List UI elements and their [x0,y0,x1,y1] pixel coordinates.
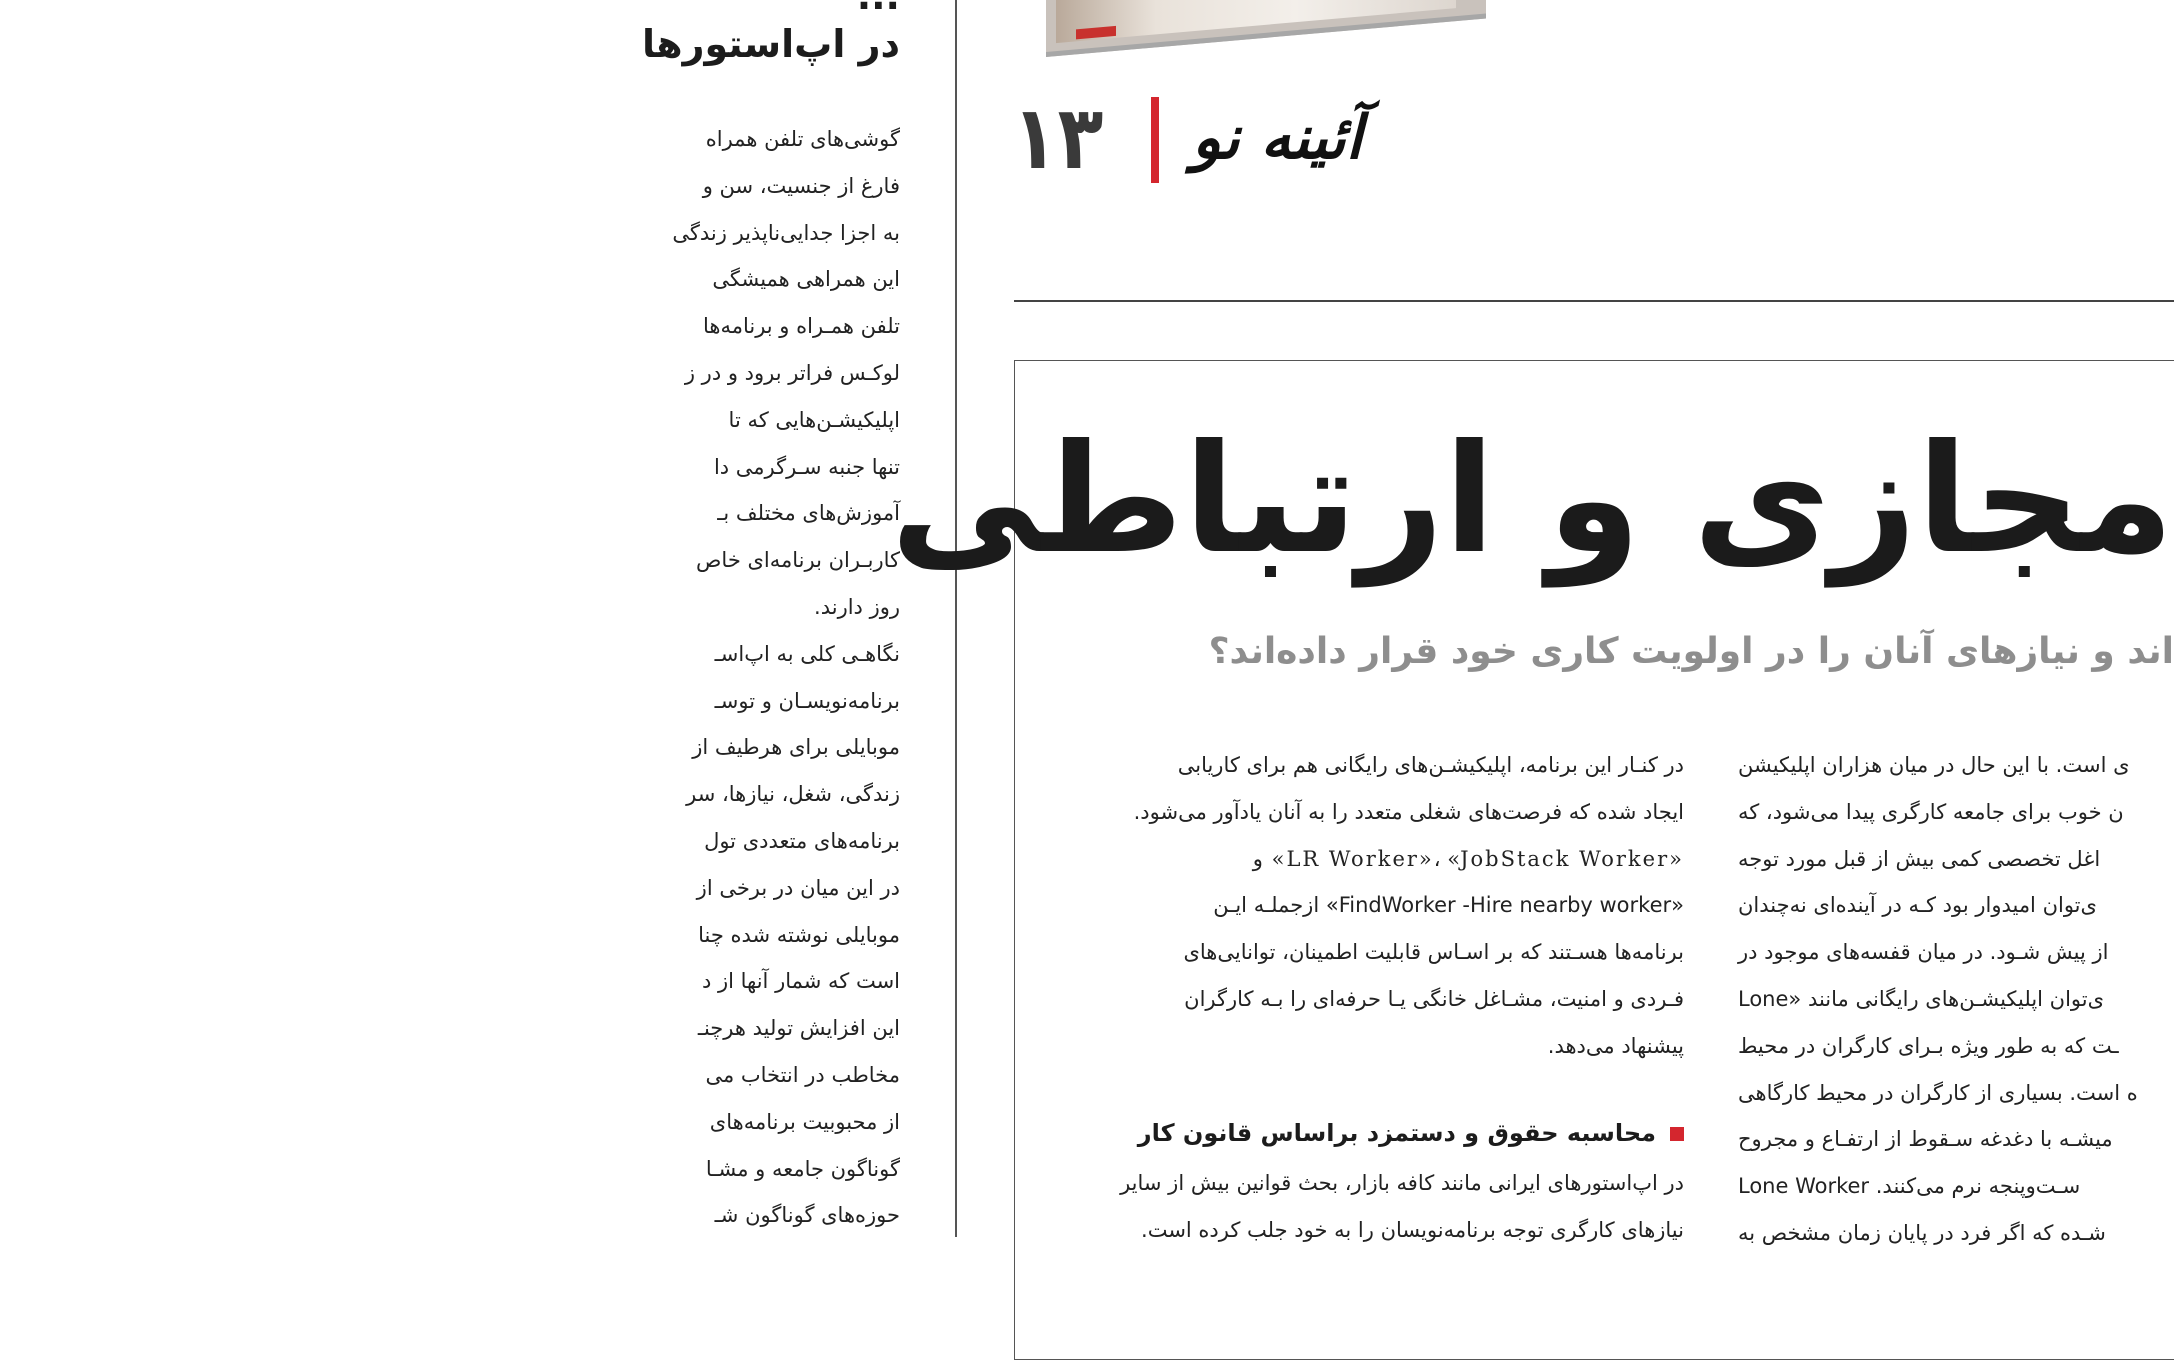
text-line: گوشی‌های تلفن همراه [705,127,900,151]
red-square-bullet-icon [1670,1127,1684,1141]
middle-column-continued [1072,1160,1684,1254]
section-heading-text: محاسبه حقوق و دستمزد براساس قانون کار [1137,1119,1656,1147]
section-heading [1072,1108,1684,1158]
text-line: موبایلی نوشته شده چنا [698,922,900,947]
text-line: از محبوبیت برنامه‌های [709,1109,900,1134]
text-line: فـردی و امنیت، مشـاغل خانگی یـا حرفه‌ای را بـه کارگران [1184,986,1684,1011]
text-line: میشـه با دغدغه سـقوط از ارتفـاع و مجروح [1738,1127,2113,1152]
text-line: ـت که به طور ویژه بـرای کارگران در محیط [1738,1033,2119,1058]
text-line: برنامه‌های متعددی تول [704,828,900,853]
text-line: روز دارند. [814,594,900,619]
right-column [1738,742,2174,1245]
text-line: این افزایش تولید هرچنـ [697,1016,900,1041]
header-rule [1014,300,2174,302]
text-line: است که شمار آنها از د [701,969,900,994]
text-line: «LR Worker»، «JobStack Worker» و [1252,846,1684,871]
middle-column [1072,742,1684,1070]
text-line: نگاهـی کلی به اپ‌اسـ [714,641,900,666]
text-line: حوزه‌های گوناگون شـ [714,1203,900,1228]
text-line: اغل تخصصی کمی بیش از قبل مورد توجه [1738,846,2101,871]
text-line: در این میان در برخی از [696,875,900,900]
text-line: آموزش‌های مختلف بـ [717,501,900,526]
text-line: نیازهای کارگری توجه برنامه‌نویسان را به خود جلب کرده است. [1141,1217,1684,1242]
text-line: برنامه‌ها هسـتند که بر اسـاس قابلیت اطمینان، توانایی‌های [1183,940,1684,965]
left-title-line: در اپ‌استورها [641,22,900,66]
photo-content [1056,0,1456,43]
newspaper-logo: آئینه نو [1192,103,1363,173]
text-line: مخاطب در انتخاب می [705,1062,900,1087]
left-title-line [857,0,900,20]
text-line: تنها جنبه سـرگرمی دا [713,454,900,479]
text-line: ایجاد شده که فرصت‌های شغلی متعدد را به آنان یادآور می‌شود. [1133,799,1684,824]
text-line: ن خوب برای جامعه کارگری پیدا می‌شود، که [1738,799,2124,824]
text-line: زندگی، شغل، نیازها، سر [686,782,900,807]
column-divider [955,0,957,1237]
left-article-body [0,116,900,1239]
text-line: در اپ‌استورهای ایرانی مانند کافه بازار، بحث قوانین بیش از سایر [1120,1171,1684,1195]
text-line: برنامه‌نویسـان و توسـ [714,688,900,713]
text-line: تلفن همـراه و برنامه‌ها [702,314,900,339]
text-line: کاربـران برنامه‌ای خاص [696,548,900,573]
page-number: ۱۳ [1012,86,1104,189]
text-line: ی‌توان اپلیکیشـن‌های رایگانی مانند «Lone [1738,986,2105,1011]
text-line: از پیش شـود. در میان قفسه‌های موجود در [1738,940,2109,965]
article-subhead: اند و نیازهای آنان را در اولویت کاری خود قرار داده‌اند؟ [1208,631,2174,672]
text-line: در کنـار این برنامه، اپلیکیشـن‌های رایگانی هم برای کاریابی [1177,753,1684,777]
text-line: «FindWorker -Hire nearby worker» ازجملـه ایـن [1213,893,1684,918]
text-line: به اجزا جدایی‌ناپذیر زندگی [672,220,900,245]
text-line: سـت‌وپنجه نرم می‌کنند. Lone Worker [1738,1174,2081,1199]
text-line: اپلیکیشـن‌هایی که تا [728,407,900,432]
article-photo [1046,0,1486,57]
left-column [641,0,936,1237]
text-line: فارغ از جنسیت، سن و [702,173,900,198]
text-line: گوناگون جامعه و مشـا [705,1156,900,1181]
text-line: ی‌توان امیدوار بود کـه در آینده‌ای نه‌چندان [1738,893,2097,918]
text-line: ه است. بسیاری از کارگران در محیط کارگاهی [1738,1080,2138,1105]
text-line: پیشنهاد می‌دهد. [1547,1033,1684,1058]
text-line: این همراهی همیشگی [712,267,900,292]
text-line: شـده که اگر فرد در پایان زمان مشخص به [1738,1220,2106,1245]
text-line: موبایلی برای هرطیف از [692,735,900,760]
text-line: لوکـس فراتر برود و در ز [684,360,900,385]
article-headline: مجازی و ارتباطی [890,413,2174,587]
text-line: ی است. با این حال در میان هزاران اپلیکیشن [1738,753,2130,777]
right-column-text [1738,742,2174,1257]
masthead-divider [1151,97,1159,183]
